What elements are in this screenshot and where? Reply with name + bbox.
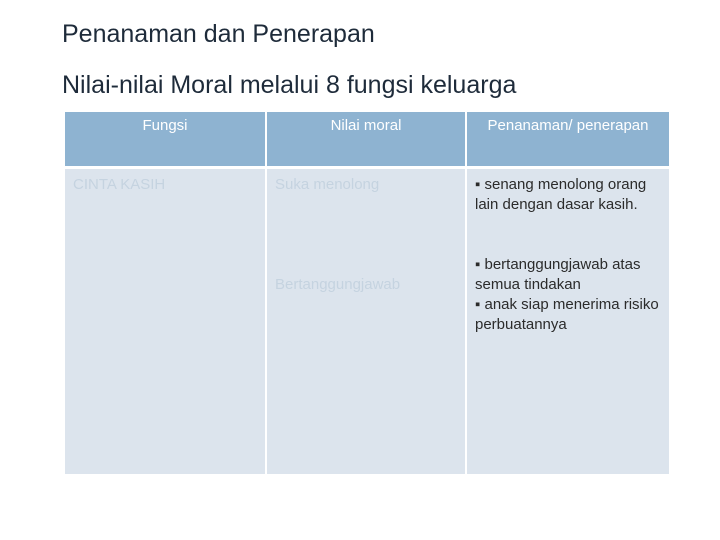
penanaman-item-1: ▪ senang menolong orang lain dengan dasar kasih.	[475, 176, 647, 213]
header-fungsi: Fungsi	[65, 112, 266, 168]
penanaman-item-3: ▪ anak siap menerima risiko perbuatannya	[475, 296, 659, 333]
penanaman-item-2: ▪ bertanggungjawab atas semua tindakan	[475, 256, 641, 293]
table-header-row	[65, 112, 669, 168]
slide-title-line2: Nilai-nilai Moral melalui 8 fungsi keluarga	[62, 71, 517, 99]
table-row	[65, 168, 669, 475]
fungsi-value: CINTA KASIH	[73, 176, 166, 193]
cell-nilai-moral	[266, 168, 466, 475]
cell-penanaman	[466, 168, 669, 475]
nilai-bertanggungjawab: Bertanggungjawab	[275, 276, 401, 293]
header-penanaman: Penanaman/ penerapan	[466, 112, 669, 168]
nilai-suka-menolong: Suka menolong	[275, 176, 380, 193]
cell-fungsi	[65, 168, 266, 475]
values-table	[65, 112, 669, 474]
header-nilai-moral: Nilai moral	[266, 112, 466, 168]
slide-title-line1: Penanaman dan Penerapan	[62, 20, 375, 48]
